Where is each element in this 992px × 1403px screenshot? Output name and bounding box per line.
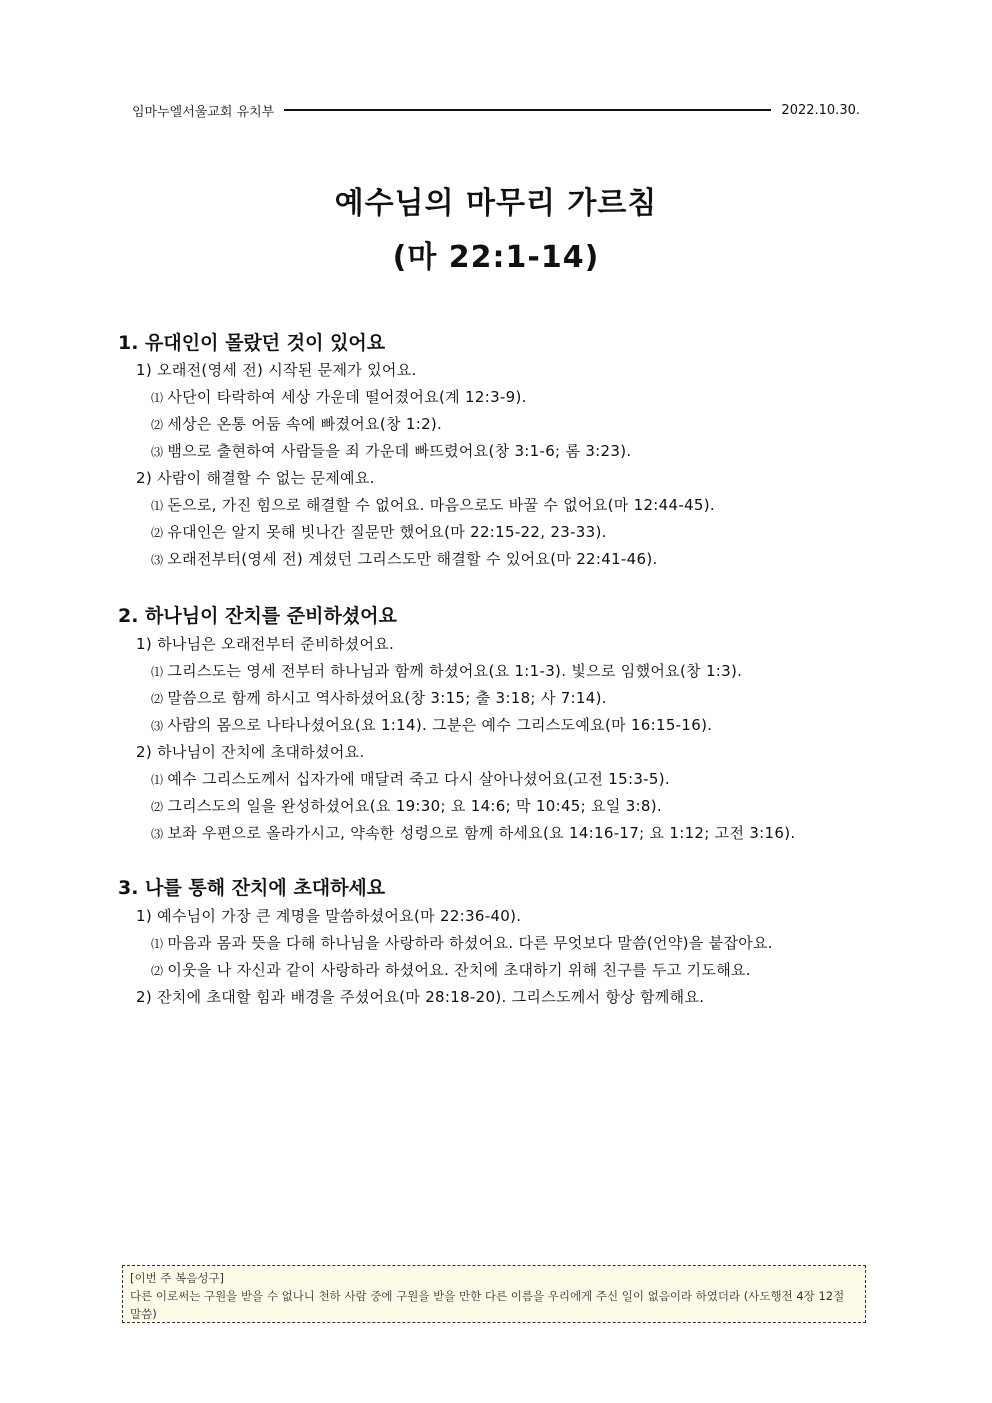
page-header bbox=[132, 98, 860, 122]
sub-point: ⑵ 그리스도의 일을 완성하셨어요(요 19:30; 요 14:6; 막 10:45; 요일 3:8). bbox=[151, 797, 662, 815]
section-2-heading: 2. 하나님이 잔치를 준비하셨어요 bbox=[118, 605, 397, 627]
point-1-1: 1) 오래전(영세 전) 시작된 문제가 있어요. bbox=[136, 361, 417, 379]
point-1-2: 2) 사람이 해결할 수 없는 문제예요. bbox=[136, 469, 375, 487]
page-title: 예수님의 마무리 가르침 bbox=[334, 186, 658, 221]
point-3-2: 2) 잔치에 초대할 힘과 배경을 주셨어요(마 28:18-20). 그리스도께서 항상 함께해요. bbox=[136, 988, 705, 1006]
point-2-2: 2) 하나님이 잔치에 초대하셨어요. bbox=[136, 743, 365, 761]
header-date: 2022.10.30. bbox=[781, 102, 860, 118]
sub-point: ⑴ 마음과 몸과 뜻을 다해 하나님을 사랑하라 하셨어요. 다른 무엇보다 말씀(언약)을 붙잡아요. bbox=[151, 934, 773, 952]
sub-point: ⑴ 돈으로, 가진 힘으로 해결할 수 없어요. 마음으로도 바꿀 수 없어요(마 12:44-45). bbox=[151, 496, 715, 514]
page-subtitle-reference: (마 22:1-14) bbox=[392, 240, 600, 275]
sub-point: ⑴ 그리스도는 영세 전부터 하나님과 함께 하셨어요(요 1:1-3). 빛으로 임했어요(창 1:3). bbox=[151, 662, 743, 680]
point-3-1: 1) 예수님이 가장 큰 계명을 말씀하셨어요(마 22:36-40). bbox=[136, 907, 522, 925]
sub-point: ⑵ 세상은 온통 어둠 속에 빠졌어요(창 1:2). bbox=[151, 415, 443, 433]
sub-point: ⑴ 사단이 타락하여 세상 가운데 떨어졌어요(계 12:3-9). bbox=[151, 388, 527, 406]
sub-point: ⑵ 유대인은 알지 못해 빗나간 질문만 했어요(마 22:15-22, 23-33). bbox=[151, 523, 607, 541]
sub-point: ⑶ 사람의 몸으로 나타나셨어요(요 1:14). 그분은 예수 그리스도예요(마 16:15-16). bbox=[151, 716, 713, 734]
sub-point: ⑵ 이웃을 나 자신과 같이 사랑하라 하셨어요. 잔치에 초대하기 위해 친구를 두고 기도해요. bbox=[151, 961, 751, 979]
memory-verse-label: [이번 주 복음성구] bbox=[130, 1271, 225, 1285]
sub-point: ⑴ 예수 그리스도께서 십자가에 매달려 죽고 다시 살아나셨어요(고전 15:3-5). bbox=[151, 770, 670, 788]
header-rule bbox=[284, 109, 771, 111]
point-2-1: 1) 하나님은 오래전부터 준비하셨어요. bbox=[136, 635, 395, 653]
sub-point: ⑵ 말씀으로 함께 하시고 역사하셨어요(창 3:15; 출 3:18; 사 7:14). bbox=[151, 689, 607, 707]
sub-point: ⑶ 오래전부터(영세 전) 계셨던 그리스도만 해결할 수 있어요(마 22:41-46). bbox=[151, 550, 658, 568]
memory-verse-box bbox=[122, 1265, 866, 1323]
sub-point: ⑶ 보좌 우편으로 올라가시고, 약속한 성령으로 함께 하세요(요 14:16-17; 요 1:12; 고전 3:16). bbox=[151, 824, 796, 842]
memory-verse-text: 다른 이로써는 구원을 받을 수 없나니 천하 사람 중에 구원을 받을 만한 다른 이름을 우리에게 주신 일이 없음이라 하였더라 (사도행전 4장 12절 말씀) bbox=[130, 1289, 845, 1321]
sub-point: ⑶ 뱀으로 출현하여 사람들을 죄 가운데 빠뜨렸어요(창 3:1-6; 롬 3:23). bbox=[151, 442, 632, 460]
org-name: 임마누엘서울교회 유치부 bbox=[132, 104, 275, 120]
section-1-heading: 1. 유대인이 몰랐던 것이 있어요 bbox=[118, 332, 386, 354]
section-3-heading: 3. 나를 통해 잔치에 초대하세요 bbox=[118, 877, 386, 899]
